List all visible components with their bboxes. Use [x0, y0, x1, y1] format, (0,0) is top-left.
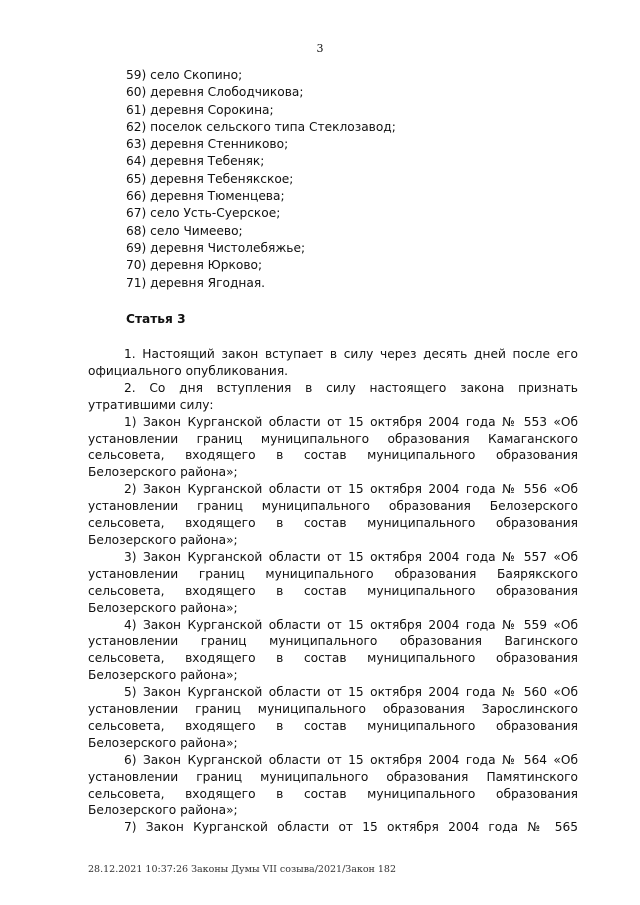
list-item: 68) село Чимеево;	[126, 223, 243, 238]
repealed-law-item: 1) Закон Курганской области от 15 октября 2004 года № 553 «Об установлении границ муниципального образования Камаганского сельсовета, входящего в состав муниципального образования Белозерского района»;	[88, 414, 578, 480]
list-item: 71) деревня Ягодная.	[126, 275, 266, 290]
list-item: 63) деревня Стенниково;	[126, 137, 289, 152]
list-item: 61) деревня Сорокина;	[126, 102, 274, 117]
list-item: 59) село Скопино;	[126, 68, 243, 82]
repealed-law-item: 7) Закон Курганской области от 15 октября 2004 года № 565	[124, 820, 578, 835]
repealed-law-item: 3) Закон Курганской области от 15 октября 2004 года № 557 «Об установлении границ муниципального образования Баярякского сельсовета, входящего в состав муниципального образования Белозерского района»;	[88, 549, 578, 615]
article-heading: Статья 3	[126, 312, 186, 326]
clause-2: 2. Со дня вступления в силу настоящего закона признать утратившими силу:	[88, 380, 578, 412]
page-number: 3	[316, 42, 324, 55]
document-footer: 28.12.2021 10:37:26 Законы Думы VII созыва/2021/Закон 182	[88, 864, 397, 875]
list-item: 60) деревня Слободчикова;	[126, 85, 304, 100]
list-item: 65) деревня Тебенякское;	[126, 171, 294, 186]
list-item: 69) деревня Чистолебяжье;	[126, 240, 306, 255]
repealed-law-item: 4) Закон Курганской области от 15 октября 2004 года № 559 «Об установлении границ муниципального образования Вагинского сельсовета, входящего в состав муниципального образования Белозерского района»;	[88, 617, 578, 683]
list-item: 62) поселок сельского типа Стеклозавод;	[126, 119, 396, 134]
repealed-law-item: 6) Закон Курганской области от 15 октября 2004 года № 564 «Об установлении границ муниципального образования Памятинского сельсовета, входящего в состав муниципального образования Белозерского района»;	[88, 752, 578, 818]
list-item: 66) деревня Тюменцева;	[126, 189, 285, 204]
list-item: 64) деревня Тебеняк;	[126, 154, 265, 169]
settlement-list	[126, 67, 396, 292]
article-body	[88, 346, 578, 836]
list-item: 67) село Усть-Суерское;	[126, 206, 281, 221]
repealed-law-item: 2) Закон Курганской области от 15 октября 2004 года № 556 «Об установлении границ муниципального образования Белозерского сельсовета, входящего в состав муниципального образования Белозерского района»;	[88, 482, 578, 547]
list-item: 70) деревня Юрково;	[126, 258, 263, 273]
clause-1: 1. Настоящий закон вступает в силу через десять дней после его официального опубликования.	[88, 347, 578, 378]
repealed-law-item: 5) Закон Курганской области от 15 октября 2004 года № 560 «Об установлении границ муниципального образования Зарослинского сельсовета, входящего в состав муниципального образования Белозерского района»;	[88, 685, 578, 750]
